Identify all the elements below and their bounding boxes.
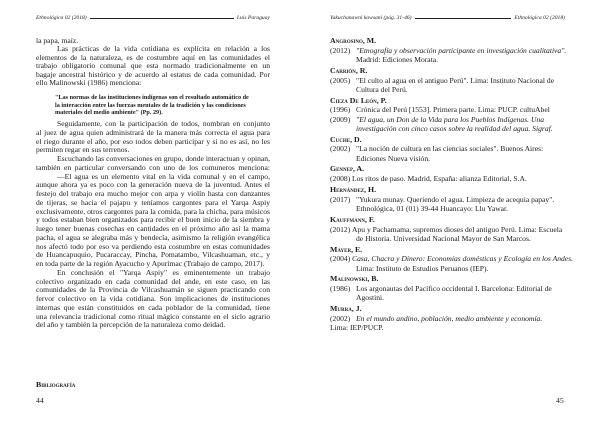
author-name: Luis Paraguay xyxy=(236,15,270,21)
entry-text: Ethnológica, 01 (01) 39-44 Huancayo: Llu Yawar. xyxy=(356,204,509,213)
page-number: 45 xyxy=(556,396,564,405)
entry-author: Kauffmann, F. xyxy=(330,214,375,224)
entry-author: Gennep, A. xyxy=(330,164,365,174)
body-line: Escuchando las conversaciones en grupo, donde interactuan y opinan, xyxy=(57,154,270,163)
right-page xyxy=(300,0,600,425)
entry-text: investigación con cinco casos sobre la realidad del agua. Sigraf. xyxy=(356,123,553,133)
entry-author: Carrión, R. xyxy=(330,65,368,75)
body-line: una relevancia tradicional como ritual mágico constante en el siclo agrario xyxy=(36,311,270,321)
body-line: ello Malinowski (1986) menciona: xyxy=(36,78,142,87)
body-line: de tijeras, se hacia el pajapu y teníamos cargontes para el Yarqa Aspiy xyxy=(36,197,270,207)
entry-year: (2005) xyxy=(330,75,351,85)
running-header-left xyxy=(36,15,270,21)
body-line: Las prácticas de la vida cotidiana es explícita en relación a los xyxy=(57,44,270,54)
entry-author: Cuche, D. xyxy=(330,134,362,144)
page-number: 44 xyxy=(36,396,44,405)
entry-text: Lima: Instituto de Estudios Peruanos (IEP). xyxy=(356,263,489,273)
entry-year: (2017) xyxy=(330,194,351,204)
entry-year: (2004) xyxy=(330,254,351,264)
article-title: Yakuchanawni kawsani (pág. 31-46) xyxy=(330,15,412,21)
body-line: pacha, el agua se alegraba más y bendecía, asimismo la religión evangélica xyxy=(36,232,270,242)
body-line: también en particular conversando con uno de los comuneros menciona: xyxy=(36,162,270,172)
header-rule xyxy=(90,18,234,19)
entry-text: de Historia. Universidad Nacional Mayor de San Marcos. xyxy=(356,233,531,243)
entry-year: (2002) xyxy=(330,144,351,154)
body-line: al juez de agua quien administrará de la manera más correcta el agua para xyxy=(36,127,270,137)
body-line: trabajo obligatorio comunal que esta normado tradicionalmente en un xyxy=(36,61,270,71)
body-line: festejo del trabajo era mucho mejor con arpa y violín hasta con danzantes xyxy=(36,189,270,198)
body-line: permiten regar en sus terrenos. xyxy=(36,145,130,155)
body-line: del año y también la percepción de la naturaleza como deidad. xyxy=(36,320,226,330)
body-line: internas que están constituidos en cada poblador de la comunidad, tiene xyxy=(36,302,270,312)
entry-author: Hernández, H. xyxy=(330,185,377,194)
entry-author: Mayer, E. xyxy=(330,244,363,254)
block-quote-line: "Las normas de las instituciones indígenas son el resultado automático de xyxy=(55,94,249,101)
body-line: exclusivamente, otros cargontes para la comida, para la chicha, para músicos xyxy=(36,206,270,216)
body-line: nos afectó todo por eso va perdiendo esta costumbre en estas comunidades xyxy=(36,241,270,251)
entry-text: Cultura del Perú. xyxy=(356,84,408,94)
body-line: En conclusión el "Yarqa Aspiy" es eminentemente un trabajo xyxy=(57,267,270,277)
block-quote-line: la interacción entre las fuerzas mentales de la tradición y las condiciones xyxy=(55,101,246,109)
entry-year: (1986) xyxy=(330,284,351,294)
entry-year: (2008) xyxy=(330,174,351,184)
entry-author: Cieza De León, P. xyxy=(330,95,387,105)
entry-text: "La noción de cultura en las ciencias sociales". Buenos Aires: xyxy=(356,144,544,154)
body-line: comunidades de la Provincia de Vilcashuamán se siguen practicando con xyxy=(36,285,270,295)
body-line: —El agua es un elemento vital en la vida comunal y en el campo, xyxy=(57,171,270,181)
body-line: la papa, maíz. xyxy=(36,36,79,45)
entry-text: Madrid: Ediciones Morata. xyxy=(356,55,439,64)
body-line: en toda parte de la región Ayacucho y Apurímac (Trabajo de campo, 2017). xyxy=(36,259,265,268)
body-line: Seguidamente, con la participación de todos, nombran en conjunto xyxy=(57,119,270,128)
entry-text: "El culto al agua en el antiguo Perú". Lima: Instituto Nacional de xyxy=(356,75,555,85)
entry-year: (1996) xyxy=(330,105,351,115)
entry-text: Los ritos de paso. Madrid, España: alianza Editorial, S.A. xyxy=(352,174,527,184)
header-rule xyxy=(415,18,512,19)
body-line: de Huancapuquio, Pucaraccay, Pincha, Pomatambo, Vilcashuaman, etc., y xyxy=(36,250,270,260)
body-line: colectivo organizado en cada comunidad del ande, en este caso, en las xyxy=(36,276,270,286)
entry-text: Lima: IEP/PUCP. xyxy=(330,323,384,333)
journal-title: Ethnológica 02 (2018) xyxy=(36,15,87,21)
entry-year: (2002) xyxy=(330,314,351,323)
entry-text: Agostini. xyxy=(356,293,385,303)
entry-year: (2012) xyxy=(330,224,351,234)
entry-text: Crónica del Perú [1553]. Primera parte. Lima: PUCP. cultuAbel xyxy=(356,105,550,115)
body-line: el riego durante el año, por eso todos deben participar y si no es así, no les xyxy=(36,136,270,146)
body-line: aunque ahora ya es poco con la generación nueva de la juventud. Antes el xyxy=(36,180,270,190)
body-line: luego tener buenas cosechas en cantidades en el próximo año así la mama xyxy=(36,224,270,233)
entry-text: Casa, Chacra y Dinero: Economías domésticas y Ecología en los Andes. xyxy=(352,254,574,264)
entry-text: Los argonautas del Pacífico occidental I. Barcelona: Editorial de xyxy=(356,284,552,294)
entry-author: Angrosino, M. xyxy=(330,36,377,45)
entry-author: Murra, J. xyxy=(330,304,362,314)
entry-text: "Yukura munay. Queriendo el agua. Limpieza de acequia papay". xyxy=(356,194,555,204)
entry-year: (2009) xyxy=(330,114,351,124)
bibliography-heading: Bibliografía xyxy=(36,380,76,389)
entry-text: "El agua, un Don de la Vida para los Pueblos Indígenas. Una xyxy=(356,114,545,124)
block-quote-line: materiales del medio ambiente" (Pp. 29). xyxy=(55,109,163,116)
entry-text: "Etnografía y observación participante en investigación cualitativa". xyxy=(356,45,567,55)
entry-year: (2012) xyxy=(330,45,351,55)
body-line: bagaje ancestral histórico y de acuerdo al estatus de cada comunidad. Por xyxy=(36,69,270,79)
entry-text: Apu y Pachamama, supremos dioses del antiguo Perú. Lima: Escuela xyxy=(352,224,563,234)
entry-text: En el mundo andino, población, medio ambiente y economía. xyxy=(356,314,543,323)
running-header-right xyxy=(330,15,565,21)
body-line: fervor colectivo en la vida cotidiana. Son implicaciones de instituciones xyxy=(36,294,270,303)
journal-title: Ethnológica 02 (2018) xyxy=(514,15,565,21)
entry-author: Malinowski, B. xyxy=(330,274,379,284)
entry-text: Ediciones Nueva visión. xyxy=(356,153,431,163)
body-line: y todos estaban bien organizados para recibir el buen inicio de la siembra y xyxy=(36,215,270,225)
body-line: elementos de la naturaleza, es de costumbre aquí en las comunidades el xyxy=(36,52,270,62)
